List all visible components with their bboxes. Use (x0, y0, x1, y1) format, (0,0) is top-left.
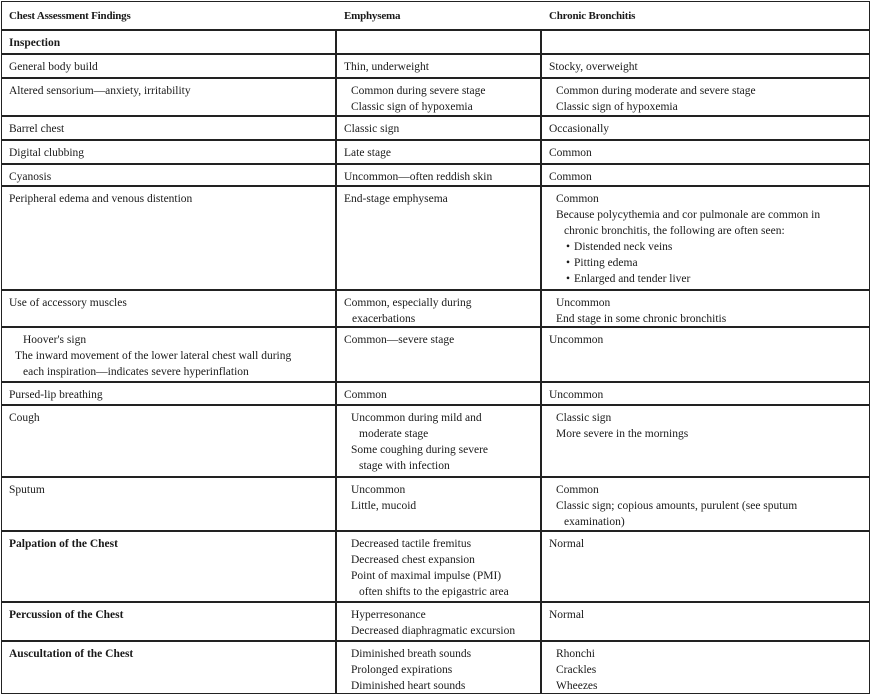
header-emphysema: Emphysema (344, 10, 401, 22)
header-findings: Chest Assessment Findings (9, 10, 131, 22)
finding-cell: Pursed-lip breathing (2, 383, 337, 404)
section-row-palpation (2, 530, 869, 601)
cell-line: Classic sign; copious amounts, purulent (see sputum (556, 500, 798, 512)
cell-line: Prolonged expirations (351, 664, 453, 676)
emphysema-cell (337, 603, 542, 640)
cell-line: Wheezes (556, 680, 598, 692)
section-row-percussion (2, 601, 869, 640)
emphysema-cell: Common—severe stage (337, 328, 542, 381)
finding-cell: Use of accessory muscles (2, 291, 337, 326)
cell-line: Classic sign (556, 412, 612, 424)
finding-cell: Barrel chest (2, 117, 337, 139)
cell-line: End stage in some chronic bronchitis (556, 313, 727, 325)
cell-line: Little, mucoid (351, 500, 417, 512)
cell-line: stage with infection (359, 460, 450, 472)
finding-cell: General body build (2, 55, 337, 77)
emphysema-cell: Late stage (337, 141, 542, 163)
finding-cell: Altered sensorium—anxiety, irritability (2, 79, 337, 115)
cell-line: Rhonchi (556, 648, 595, 660)
bronchitis-cell (542, 79, 869, 115)
bronchitis-cell (542, 478, 869, 530)
finding-cell (2, 328, 337, 381)
section-title: Percussion of the Chest (2, 603, 337, 640)
cell-line: Uncommon (556, 297, 611, 309)
table-row (2, 289, 869, 326)
bronchitis-cell (542, 406, 869, 476)
bronchitis-cell: Occasionally (549, 123, 610, 135)
section-title: Inspection (2, 31, 337, 53)
finding-cell: Sputum (2, 478, 337, 530)
bronchitis-cell (542, 291, 869, 326)
cell-line: The inward movement of the lower lateral chest wall during (15, 350, 292, 362)
finding-cell: Peripheral edema and venous distention (2, 187, 337, 289)
cell-line: Uncommon (351, 484, 406, 496)
table-row (2, 381, 869, 404)
table-row (2, 53, 869, 77)
section-title: Auscultation of the Chest (2, 642, 337, 693)
emphysema-cell: Thin, underweight (337, 55, 542, 77)
bullet-item: • Pitting edema (556, 255, 862, 271)
cell-line: Crackles (556, 664, 597, 676)
cell-line: Diminished heart sounds (351, 680, 466, 692)
cell-line: Classic sign of hypoxemia (351, 101, 473, 113)
bronchitis-cell: Normal (549, 538, 585, 550)
cell-line: exacerbations (352, 313, 416, 325)
cell-line: Decreased tactile fremitus (351, 538, 472, 550)
cell-line: Common, especially during (344, 297, 472, 309)
cell-line: Common (556, 484, 599, 496)
table-row (2, 185, 869, 289)
table-row (2, 115, 869, 139)
bronchitis-cell: Common (549, 147, 592, 159)
cell-line: Uncommon during mild and (351, 412, 482, 424)
bronchitis-cell: Stocky, overweight (549, 61, 638, 73)
table-row (2, 326, 869, 381)
bronchitis-cell (542, 642, 869, 693)
cell-line: Common during moderate and severe stage (556, 85, 756, 97)
header-bronchitis: Chronic Bronchitis (549, 10, 636, 22)
emphysema-cell: Classic sign (337, 117, 542, 139)
chest-assessment-table (1, 1, 870, 694)
cell-line: Common (556, 193, 599, 205)
table-row (2, 163, 869, 185)
section-row-inspection (2, 29, 869, 53)
table-row (2, 476, 869, 530)
bullet-item: • Enlarged and tender liver (556, 271, 862, 287)
bullet-item: • Distended neck veins (556, 239, 862, 255)
table-row (2, 77, 869, 115)
emphysema-cell (337, 478, 542, 530)
finding-cell: Digital clubbing (2, 141, 337, 163)
empty-cell (337, 31, 542, 53)
bronchitis-cell (542, 187, 869, 289)
table-header-row (2, 2, 869, 29)
emphysema-cell (337, 642, 542, 693)
cell-line: Because polycythemia and cor pulmonale are common in (556, 209, 821, 221)
table-row (2, 404, 869, 476)
cell-line: Decreased chest expansion (351, 554, 475, 566)
table-row (2, 139, 869, 163)
section-row-auscultation (2, 640, 869, 693)
emphysema-cell (337, 532, 542, 601)
emphysema-cell: Uncommon—often reddish skin (337, 165, 542, 185)
bronchitis-cell: Uncommon (549, 389, 604, 401)
section-title: Palpation of the Chest (2, 532, 337, 601)
cell-line: examination) (564, 516, 625, 528)
cell-line: Common during severe stage (351, 85, 486, 97)
cell-line: Diminished breath sounds (351, 648, 472, 660)
cell-line: often shifts to the epigastric area (359, 586, 509, 598)
emphysema-cell (337, 406, 542, 476)
emphysema-cell: Common (337, 383, 542, 404)
empty-cell (542, 31, 869, 53)
cell-line: Some coughing during severe (351, 444, 489, 456)
finding-cell: Cyanosis (2, 165, 337, 185)
cell-line: chronic bronchitis, the following are often seen: (564, 225, 785, 237)
cell-line: Decreased diaphragmatic excursion (351, 625, 516, 637)
emphysema-cell (337, 291, 542, 326)
cell-line: Classic sign of hypoxemia (556, 101, 678, 113)
finding-cell: Cough (2, 406, 337, 476)
bronchitis-cell: Uncommon (549, 334, 604, 346)
cell-line: Hyperresonance (351, 609, 426, 621)
emphysema-cell: End-stage emphysema (337, 187, 542, 289)
bronchitis-cell: Common (549, 171, 592, 183)
cell-line: Hoover's sign (23, 334, 87, 346)
cell-line: Point of maximal impulse (PMI) (351, 570, 502, 582)
cell-line: moderate stage (359, 428, 429, 440)
bronchitis-cell: Normal (549, 609, 585, 621)
cell-line: More severe in the mornings (556, 428, 689, 440)
emphysema-cell (337, 79, 542, 115)
cell-line: each inspiration—indicates severe hyperinflation (23, 366, 249, 378)
